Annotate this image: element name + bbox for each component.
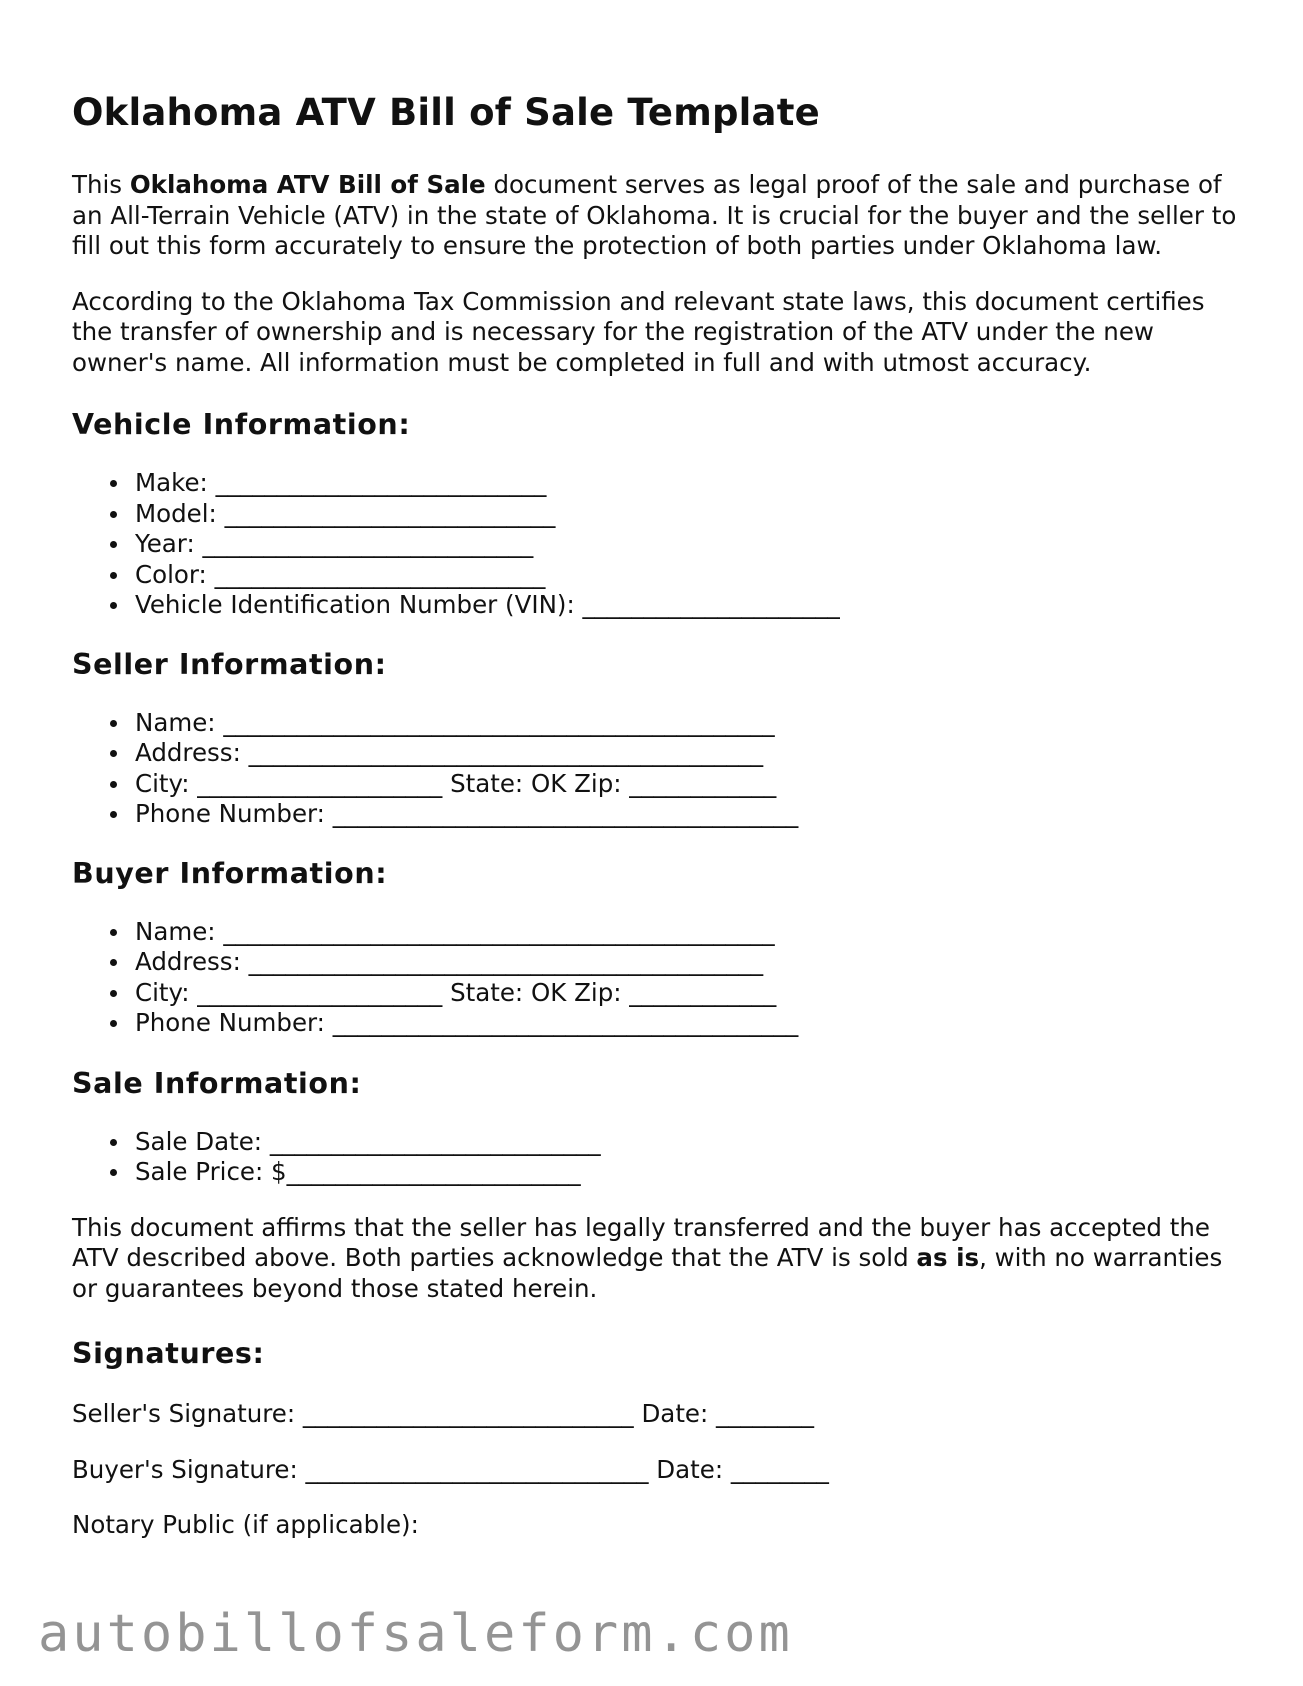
signatures-heading: Signatures: xyxy=(72,1337,265,1370)
vehicle-list xyxy=(72,468,1242,621)
buyer-list xyxy=(72,917,1242,1039)
seller-address-field[interactable]: Address: __________________________________________ xyxy=(135,738,1242,769)
closing-prefix: This document affirms that the seller has legally transferred and the buyer has accepted the ATV described above. Both parties acknowledge that the ATV is sold xyxy=(72,1212,1210,1272)
buyer-signature-field[interactable]: Buyer's Signature: ____________________________ Date: ________ xyxy=(72,1454,829,1484)
seller-signature-field[interactable]: Seller's Signature: ___________________________ Date: ________ xyxy=(72,1399,815,1428)
as-is-bold: as is xyxy=(916,1243,980,1272)
document-page xyxy=(72,0,1242,1541)
seller-list xyxy=(72,708,1242,830)
vehicle-heading: Vehicle Information: xyxy=(72,408,411,441)
as-is-paragraph xyxy=(72,1213,1242,1305)
vehicle-make-field[interactable]: Make: ___________________________ xyxy=(135,468,1242,499)
intro-suffix: document serves as legal proof of the sale and purchase of an All-Terrain Vehicle (ATV) in the state of Oklahoma. It is crucial for the buyer and the seller to fill out this form accurately to ensure the protection of both parties under Oklahoma law. xyxy=(72,170,1237,260)
buyer-name-field[interactable]: Name: _____________________________________________ xyxy=(135,917,1242,948)
closing-suffix: , with no warranties or guarantees beyond those stated herein. xyxy=(72,1243,1223,1303)
sale-heading: Sale Information: xyxy=(72,1066,362,1100)
page-title: Oklahoma ATV Bill of Sale Template xyxy=(72,91,820,134)
vehicle-color-field[interactable]: Color: ___________________________ xyxy=(135,560,1242,591)
intro-paragraph xyxy=(72,170,1242,262)
sale-date-field[interactable]: Sale Date: ___________________________ xyxy=(135,1127,1242,1158)
buyer-address-field[interactable]: Address: __________________________________________ xyxy=(135,947,1242,978)
vehicle-vin-field[interactable]: Vehicle Identification Number (VIN): _____________________ xyxy=(135,590,1242,621)
intro-prefix: This xyxy=(72,170,130,199)
vehicle-year-field[interactable]: Year: ___________________________ xyxy=(135,529,1242,560)
sale-price-field[interactable]: Sale Price: $________________________ xyxy=(135,1157,1242,1188)
vehicle-model-field[interactable]: Model: ___________________________ xyxy=(135,499,1242,530)
seller-heading: Seller Information: xyxy=(72,647,387,681)
intro-bold-title: Oklahoma ATV Bill of Sale xyxy=(129,170,486,199)
sale-list xyxy=(72,1127,1242,1188)
seller-phone-field[interactable]: Phone Number: ______________________________________ xyxy=(135,799,1242,830)
watermark: autobillofsaleform.com xyxy=(38,1604,793,1664)
legal-paragraph: According to the Oklahoma Tax Commission and relevant state laws, this document certifies the transfer of ownership and is necessary for the registration of the ATV under the new owner's name. All information must be completed in full and with utmost accuracy. xyxy=(72,286,1205,377)
notary-public-field[interactable]: Notary Public (if applicable): xyxy=(72,1510,419,1539)
buyer-city-state-zip-field[interactable]: City: ____________________ State: OK Zip: ____________ xyxy=(135,978,1242,1009)
buyer-heading: Buyer Information: xyxy=(72,856,388,890)
buyer-phone-field[interactable]: Phone Number: ______________________________________ xyxy=(135,1008,1242,1039)
seller-name-field[interactable]: Name: _____________________________________________ xyxy=(135,708,1242,739)
seller-city-state-zip-field[interactable]: City: ____________________ State: OK Zip: ____________ xyxy=(135,769,1242,800)
